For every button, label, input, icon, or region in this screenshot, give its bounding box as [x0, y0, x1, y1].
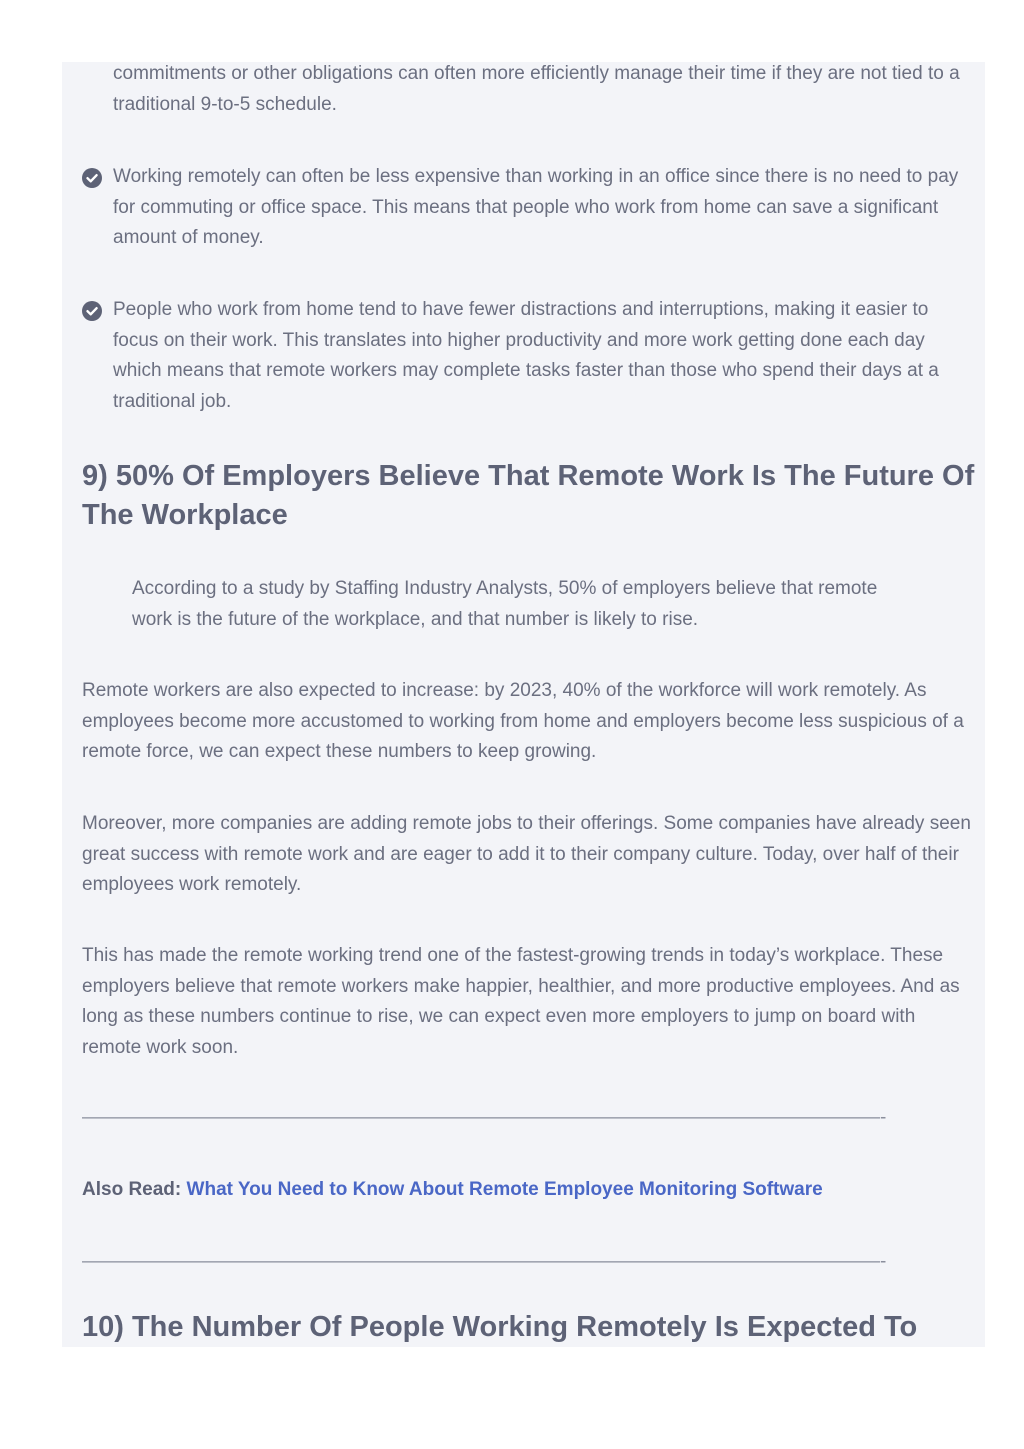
bullet-text: People who work from home tend to have fewer distractions and interruptions, making it easier to focus on their work. This translates into higher productivity and more work getting done each day which means that remote workers may complete tasks faster than those who spend their days at a traditional job.	[113, 299, 939, 412]
section-heading: 9) 50% Of Employers Believe That Remote Work Is The Future Of The Workplace	[82, 460, 975, 531]
divider-line: ——————————————————————————————————————————-	[82, 1107, 887, 1128]
paragraph: Moreover, more companies are adding remote jobs to their offerings. Some companies have already seen great success with remote work and are eager to add it to their company culture. Today, over half of their employees work remotely.	[82, 813, 971, 895]
bullet-item	[82, 162, 967, 254]
bullet-item	[82, 295, 967, 417]
divider-line: ——————————————————————————————————————————-	[82, 1251, 887, 1272]
also-read	[82, 1175, 982, 1205]
paragraph: This has made the remote working trend one of the fastest-growing trends in today’s workplace. These employers believe that remote workers make happier, healthier, and more productive employees. And as long as these numbers continue to rise, we can expect even more employers to jump on board with remote work soon.	[82, 945, 960, 1058]
check-circle-icon	[82, 301, 102, 321]
continued-bullet-text: commitments or other obligations can often more efficiently manage their time if they are not tied to a traditional 9-to-5 schedule.	[113, 63, 960, 115]
check-circle-icon	[82, 168, 102, 188]
bullet-text: Working remotely can often be less expensive than working in an office since there is no need to pay for commuting or office space. This means that people who work from home can save a significant amount of money.	[113, 166, 959, 248]
blockquote: According to a study by Staffing Industry Analysts, 50% of employers believe that remote work is the future of the workplace, and that number is likely to rise.	[132, 578, 878, 630]
paragraph: Remote workers are also expected to increase: by 2023, 40% of the workforce will work remotely. As employees become more accustomed to working from home and employers become less suspicious of a remote force, we can expect these numbers to keep growing.	[82, 680, 964, 762]
article-card	[62, 62, 985, 1347]
section-heading: 10) The Number Of People Working Remotely Is Expected To	[82, 1311, 918, 1343]
also-read-link[interactable]: What You Need to Know About Remote Employee Monitoring Software	[186, 1179, 823, 1200]
also-read-label: Also Read:	[82, 1179, 182, 1200]
